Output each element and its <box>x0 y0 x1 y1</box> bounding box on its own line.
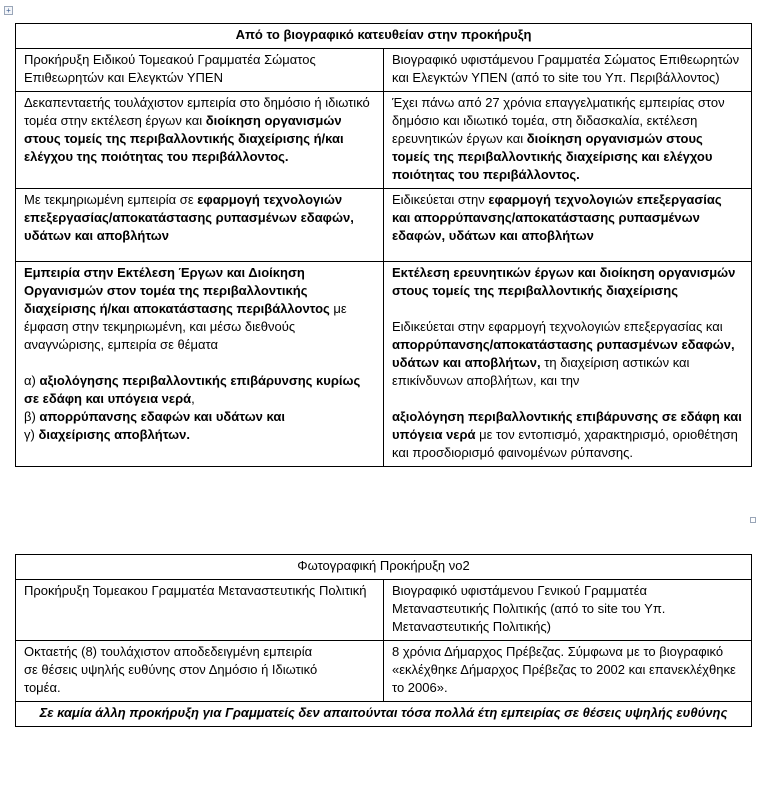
table-footer-row <box>16 702 752 727</box>
row1-right-cell: 8 χρόνια Δήμαρχος Πρέβεζας. Σύμφωνα με το βιογραφικό «εκλέχθηκε Δήμαρχος Πρέβεζας το 2002 και επανεκλέχθηκε το 2006». <box>384 641 752 702</box>
header-left: Προκήρυξη Ειδικού Τομεακού Γραμματέα Σώματος Επιθεωρητών και Ελεγκτών ΥΠΕΝ <box>16 49 384 92</box>
row2-left-text: Με τεκμηριωμένη εμπειρία σε <box>24 192 198 207</box>
header-left: Προκήρυξη Τομεακου Γραμματέα Μεταναστευτικής Πολιτική <box>16 580 384 641</box>
footer-note: Σε καμία άλλη προκήρυξη για Γραμματείς δεν απαιτούνται τόσα πολλά έτη εμπειρίας σε θέσεις υψηλής ευθύνης <box>16 702 752 727</box>
table-row <box>16 189 752 262</box>
row3-left-bold: Εμπειρία στην Εκτέλεση Έργων και Διοίκηση Οργανισμών στον τομέα της περιβαλλοντικής διαχείρισης ή/και αποκατάστασης περιβάλλοντος <box>24 265 330 316</box>
list-item-text: απορρύπανσης εδαφών και υδάτων και <box>39 409 285 424</box>
row3-right-para1: Εκτέλεση ερευνητικών έργων και διοίκηση οργανισμών στους τομείς της περιβαλλοντικής διαχείρισης <box>392 265 736 298</box>
row1-right-text: Έχει πάνω από 27 χρόνια επαγγελματικής εμπειρίας στον δημόσιο και ιδιωτικό τομέα, στη διδασκαλία, εκτέλεση ερευνητικών έργων και <box>392 95 725 146</box>
table-header-row <box>16 580 752 641</box>
header-right: Βιογραφικό υφιστάμενου Γραμματέα Σώματος Επιθεωρητών και Ελεγκτών ΥΠΕΝ (από το site του Υπ. Περιβάλλοντος) <box>384 49 752 92</box>
list-marker: γ) <box>24 427 39 442</box>
spacer <box>392 300 743 318</box>
row1-left-bold: διοίκηση οργανισμών στους τομείς της περιβαλλοντικής διαχείρισης ή/και ελέγχου της ποιότητας του περιβάλλοντος. <box>24 113 344 164</box>
row3-right-para2 <box>392 318 743 390</box>
table-row <box>16 92 752 189</box>
list-item-punct: , <box>191 391 195 406</box>
row1-right-cell <box>384 92 752 189</box>
row1-left-cell <box>16 92 384 189</box>
row1-left-cell: Οκταετής (8) τουλάχιστον αποδεδειγμένη εμπειρία σε θέσεις υψηλής ευθύνης στον Δημόσιο ή Ιδιωτικό τομέα. <box>16 641 384 702</box>
para-bold: απορρύπανσης/αποκατάστασης ρυπασμένων εδαφών, υδάτων και αποβλήτων, <box>392 337 735 370</box>
list-marker: α) <box>24 373 40 388</box>
list-item <box>24 426 375 444</box>
row2-right-cell <box>384 189 752 262</box>
row2-right-bold: εφαρμογή τεχνολογιών επεξεργασίας και απορρύπανσης/αποκατάστασης ρυπασμένων εδαφών, υδάτων και αποβλήτων <box>392 192 722 243</box>
list-item <box>24 408 375 426</box>
table-title: Από το βιογραφικό κατευθείαν στην προκήρυξη <box>16 24 752 49</box>
para-text: με τον εντοπισμό, χαρακτηρισμό, οριοθέτηση και προσδιορισμό φαινομένων ρύπανσης. <box>392 427 738 460</box>
row1-left-text: Δεκαπενταετής τουλάχιστον εμπειρία στο δημόσιο ή ιδιωτικό τομέα στην εκτέλεση έργων και <box>24 95 370 128</box>
table-title: Φωτογραφική Προκήρυξη νο2 <box>16 555 752 580</box>
list-marker: β) <box>24 409 40 424</box>
comparison-table-2 <box>15 554 752 727</box>
para-text: Ειδικεύεται στην εφαρμογή τεχνολογιών επεξεργασίας και <box>392 319 723 334</box>
table-resize-handle-icon[interactable] <box>750 517 756 523</box>
para-text: τη διαχείριση αστικών και επικίνδυνων αποβλήτων, και την <box>392 355 690 388</box>
table-title-row <box>16 24 752 49</box>
comparison-table-1 <box>15 23 752 467</box>
table-row <box>16 641 752 702</box>
table-row <box>16 262 752 467</box>
para-bold: αξιολόγηση περιβαλλοντικής επιβάρυνσης σε εδάφη και υπόγεια νερά <box>392 409 742 442</box>
table-move-handle-icon[interactable]: + <box>4 6 13 15</box>
header-right: Βιογραφικό υφιστάμενου Γενικού Γραμματέα Μεταναστευτικής Πολιτικής (από το site του Υπ. Μεταναστευτικής Πολιτικής) <box>384 580 752 641</box>
list-item <box>24 372 375 408</box>
row3-left-text: με έμφαση στην τεκμηριωμένη, και μέσω διεθνούς αναγνώρισης, εμπειρία σε θέματα <box>24 301 347 352</box>
row3-right-para3 <box>392 408 743 462</box>
row2-left-bold: εφαρμογή τεχνολογιών επεξεργασίας/αποκατάστασης ρυπασμένων εδαφών, υδάτων και αποβλήτων <box>24 192 354 243</box>
spacer <box>24 354 375 372</box>
list-item-text: διαχείρισης αποβλήτων. <box>38 427 190 442</box>
row2-left-cell <box>16 189 384 262</box>
row3-right-cell <box>384 262 752 467</box>
row3-left-cell <box>16 262 384 467</box>
row2-right-text: Ειδικεύεται στην <box>392 192 489 207</box>
list-item-text: αξιολόγησης περιβαλλοντικής επιβάρυνσης κυρίως σε εδάφη και υπόγεια νερά <box>24 373 361 406</box>
table-header-row <box>16 49 752 92</box>
spacer <box>392 390 743 408</box>
table-title-row <box>16 555 752 580</box>
row1-right-bold: διοίκηση οργανισμών στους τομείς της περιβαλλοντικής διαχείρισης και ελέγχου ποιότητας του περιβάλλοντος. <box>392 131 713 182</box>
